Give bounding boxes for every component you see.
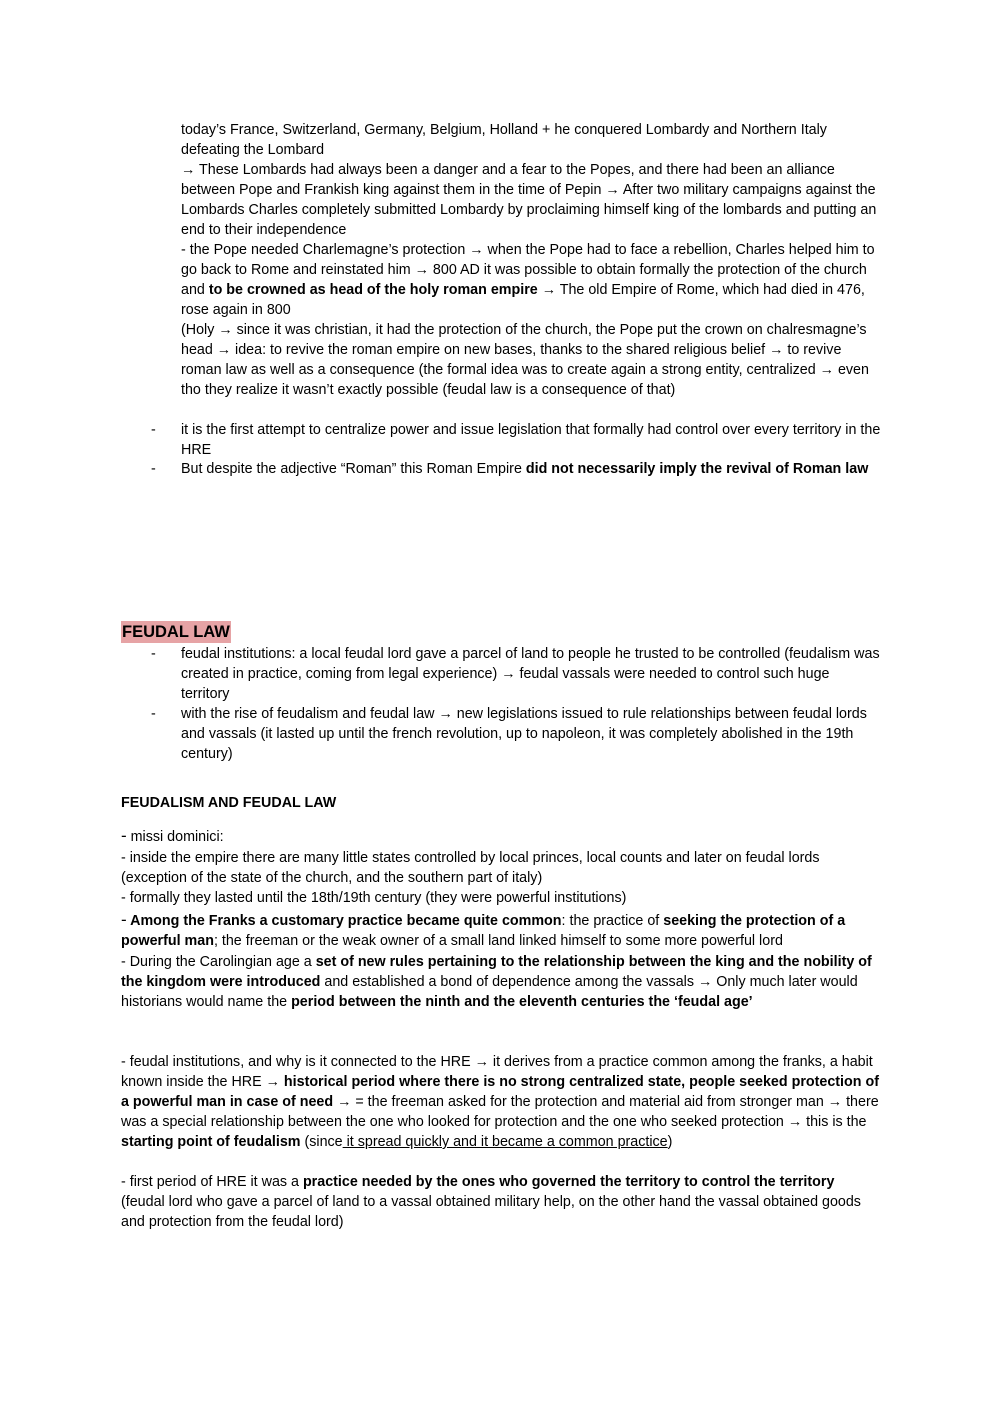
section-heading-feudalism: FEUDALISM AND FEUDAL LAW bbox=[121, 795, 337, 811]
paragraph-territories: today’s France, Switzerland, Germany, Belgium, Holland + he conquered Lombardy and Northern Italy defeating the Lombard bbox=[181, 122, 827, 158]
paragraph-holy: (Holy → since it was christian, it had the protection of the church, the Pope put the crown on chalresmagne’s head → idea: to revive the roman empire on new bases, thanks to the shared religious belief → to revive roman law as well as a consequence (the formal idea was to create again a strong entity, centralized → even tho they realize it wasn’t exactly possible (feudal law is a consequence of that) bbox=[181, 322, 869, 398]
bullet-dash: - bbox=[151, 461, 156, 477]
text-run: But despite the adjective “Roman” this Roman Empire bbox=[181, 461, 526, 477]
text-run: missi dominici: bbox=[126, 829, 224, 845]
bold-run: Among the Franks a customary practice became quite common bbox=[126, 913, 562, 929]
bold-run: starting point of feudalism bbox=[121, 1134, 301, 1150]
line-missi-dominici bbox=[121, 826, 881, 847]
bullet-text: with the rise of feudalism and feudal law → new legislations issued to rule relationships between feudal lords and vassals (it lasted up until the french revolution, up to napoleon, it was completely abolished in the 19th century) bbox=[181, 706, 867, 762]
bold-run: did not necessarily imply the revival of Roman law bbox=[525, 461, 869, 477]
line-first-period bbox=[121, 1172, 881, 1232]
line-formally-lasted: - formally they lasted until the 18th/19th century (they were powerful institutions) bbox=[121, 890, 627, 906]
bullet-text: it is the first attempt to centralize power and issue legislation that formally had control over every territory in the HRE bbox=[181, 422, 881, 458]
text-run: - the Pope needed Charlemagne’s protection → when the Pope had to face a rebellion, Charles helped him to go back to Rome and reinstated him → 800 AD it was possible to obtain formally the protection of the church and bbox=[181, 242, 875, 298]
bullet-text bbox=[181, 459, 881, 479]
line-feudal-institutions bbox=[121, 1052, 881, 1152]
bold-run: set of new rules pertaining to the relationship between the king and the nobility of the kingdom were introduced bbox=[121, 954, 872, 990]
line-franks-practice bbox=[121, 910, 881, 951]
paragraph-pope-protection bbox=[181, 240, 881, 320]
bold-run: period between the ninth and the eleventh centuries the ‘feudal age’ bbox=[291, 994, 753, 1010]
text-run: - During the Carolingian age a bbox=[121, 954, 316, 970]
bullet-dash: - bbox=[151, 706, 156, 722]
bold-run: practice needed by the ones who governed the territory to control the territory bbox=[302, 1174, 835, 1190]
section-heading-feudal-law: FEUDAL LAW bbox=[122, 623, 230, 641]
paragraph-lombards: → These Lombards had always been a danger and a fear to the Popes, and there had been an alliance between Pope and Frankish king against them in the time of Pepin → After two military campaigns against the Lombards Charles completely submitted Lombardy by proclaiming himself king of the lombards and putting an end to their independence bbox=[181, 162, 877, 238]
text-run: (since bbox=[300, 1134, 343, 1150]
text-run: - first period of HRE it was a bbox=[121, 1174, 303, 1190]
dash: - bbox=[121, 826, 127, 845]
text-run: ; the freeman or the weak owner of a small land linked himself to some more powerful lord bbox=[213, 933, 783, 949]
bullet-text: feudal institutions: a local feudal lord gave a parcel of land to people he trusted to be controlled (feudalism was created in practice, coming from legal experience) → feudal vassals were needed to control such huge territory bbox=[181, 646, 880, 702]
bullet-dash: - bbox=[151, 422, 156, 438]
bullet-dash: - bbox=[151, 646, 156, 662]
text-run: ) bbox=[667, 1134, 673, 1150]
text-run: → = the freeman asked for the protection and material aid from stronger man → there was a special relationship between the one who looked for protection and the one who seeked protection → this is the bbox=[121, 1094, 879, 1130]
bold-run: seeking the protection of a powerful man bbox=[121, 913, 846, 949]
bold-run: historical period where there is no strong centralized state, people seeked protection of a powerful man in case of need bbox=[121, 1074, 879, 1110]
dash: - bbox=[121, 910, 127, 929]
text-run: - feudal institutions, and why is it connected to the HRE → it derives from a practice common among the franks, a habit known inside the HRE → bbox=[121, 1054, 873, 1090]
text-run: → The old Empire of Rome, which had died in 476, rose again in 800 bbox=[181, 282, 865, 318]
bold-run: to be crowned as head of the holy roman empire bbox=[208, 282, 538, 298]
text-run: and established a bond of dependence among the vassals → Only much later would historians would name the bbox=[121, 974, 858, 1010]
text-run: : the practice of bbox=[561, 913, 664, 929]
line-carolingian-age bbox=[121, 952, 881, 1012]
text-run: (feudal lord who gave a parcel of land to a vassal obtained military help, on the other hand the vassal obtained goods and protection from the feudal lord) bbox=[121, 1194, 861, 1230]
line-little-states: - inside the empire there are many little states controlled by local princes, local counts and later on feudal lords (exception of the state of the church, and the southern part of italy) bbox=[121, 850, 820, 886]
underlined-run: it spread quickly and it became a common practice bbox=[342, 1134, 668, 1150]
